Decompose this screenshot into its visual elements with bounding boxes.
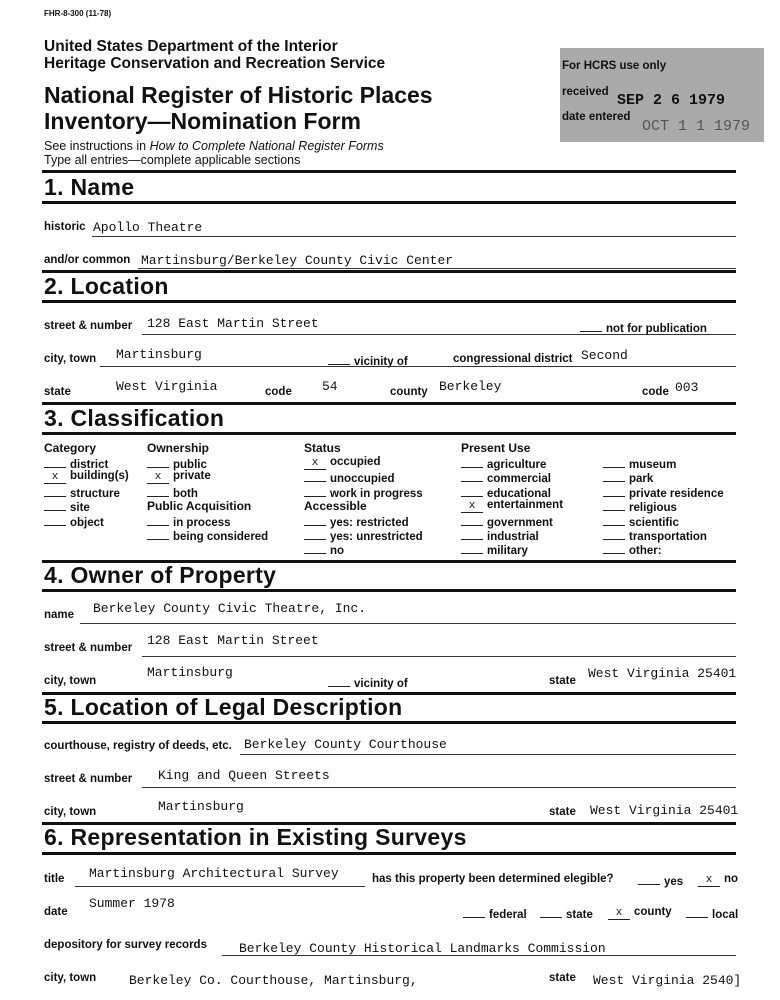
state-label: state bbox=[44, 386, 71, 398]
option-label: unoccupied bbox=[330, 473, 395, 485]
yes-blank bbox=[638, 873, 660, 885]
county-code-label: code bbox=[642, 386, 669, 398]
vicinity-blank bbox=[328, 675, 350, 687]
form-number: FHR-8-300 (11-78) bbox=[44, 9, 112, 18]
eligible-question: has this property been determined elegible? bbox=[372, 873, 614, 885]
county-code-value: 003 bbox=[675, 380, 699, 395]
checkbox-blank bbox=[147, 485, 169, 497]
street-label: street & number bbox=[44, 320, 133, 332]
underline bbox=[75, 886, 365, 887]
date-entered-stamp: OCT 1 1 1979 bbox=[642, 118, 751, 135]
option-label: private residence bbox=[629, 488, 724, 500]
common-value: Martinsburg/Berkeley County Civic Center bbox=[141, 253, 454, 268]
section-rule bbox=[42, 300, 736, 303]
form-title-line-1: National Register of Historic Places bbox=[44, 82, 433, 108]
section-rule bbox=[42, 170, 736, 173]
section-1-heading: 1. Name bbox=[44, 174, 135, 200]
option-label: entertainment bbox=[487, 499, 564, 511]
not-for-publication-option bbox=[580, 320, 707, 335]
option-label: public bbox=[173, 459, 207, 471]
present-use-option bbox=[603, 485, 724, 500]
historic-value: Apollo Theatre bbox=[93, 220, 203, 235]
county-option bbox=[608, 906, 672, 920]
checkbox-blank bbox=[44, 499, 66, 511]
federal-label: federal bbox=[489, 909, 527, 921]
option-label: transportation bbox=[629, 531, 707, 543]
date-entered-label: date entered bbox=[562, 111, 631, 123]
state-blank bbox=[540, 906, 562, 918]
hcrs-use-box bbox=[560, 48, 764, 142]
vicinity-label: vicinity of bbox=[354, 678, 408, 690]
status-option bbox=[304, 456, 380, 470]
survey-city-value: Berkeley Co. Courthouse, Martinsburg, bbox=[129, 973, 418, 988]
section-3-heading: 3. Classification bbox=[44, 405, 225, 431]
section-rule bbox=[42, 852, 736, 855]
present-use-option bbox=[461, 528, 539, 543]
instructions-text: See instructions in bbox=[44, 139, 150, 153]
owner-name-value: Berkeley County Civic Theatre, Inc. bbox=[93, 601, 367, 616]
category-option bbox=[44, 485, 120, 500]
checkbox-blank: x bbox=[461, 501, 483, 513]
underline bbox=[92, 236, 736, 237]
checkbox-blank bbox=[603, 485, 625, 497]
option-label: commercial bbox=[487, 473, 551, 485]
option-label: in process bbox=[173, 517, 231, 529]
checkbox-blank bbox=[304, 542, 326, 554]
county-value: Berkeley bbox=[439, 379, 502, 394]
category-option bbox=[44, 499, 90, 514]
street-value: 128 East Martin Street bbox=[147, 316, 319, 331]
option-label: occupied bbox=[330, 456, 381, 468]
eligible-yes-option bbox=[638, 873, 683, 888]
courthouse-value: Berkeley County Courthouse bbox=[244, 737, 447, 752]
section-rule bbox=[42, 201, 736, 204]
present-use-option bbox=[603, 456, 676, 471]
state-option-label: state bbox=[566, 909, 593, 921]
checkbox-blank bbox=[44, 514, 66, 526]
checkbox-blank bbox=[461, 542, 483, 554]
local-option bbox=[686, 906, 738, 921]
checkbox-blank bbox=[461, 485, 483, 497]
checkbox-blank bbox=[603, 514, 625, 526]
received-stamp: SEP 2 6 1979 bbox=[617, 92, 726, 109]
legal-street-value: King and Queen Streets bbox=[158, 768, 330, 783]
status-heading: Status bbox=[304, 441, 341, 455]
not-for-publication-blank bbox=[580, 320, 602, 332]
section-rule bbox=[42, 432, 736, 435]
code-value: 54 bbox=[322, 379, 338, 394]
owner-state-value: West Virginia 25401 bbox=[588, 666, 737, 681]
status-option bbox=[304, 485, 423, 500]
underline bbox=[142, 656, 736, 657]
congressional-district-label: congressional district bbox=[453, 353, 573, 365]
survey-title-label: title bbox=[44, 873, 65, 885]
status-option bbox=[304, 470, 395, 485]
option-label: educational bbox=[487, 488, 551, 500]
section-6-heading: 6. Representation in Existing Surveys bbox=[44, 824, 467, 850]
common-label: and/or common bbox=[44, 254, 131, 266]
owner-vicinity-option bbox=[328, 675, 408, 690]
option-label: yes: unrestricted bbox=[330, 531, 423, 543]
yes-label: yes bbox=[664, 876, 684, 888]
survey-city-label: city, town bbox=[44, 972, 97, 984]
local-blank bbox=[686, 906, 708, 918]
underline bbox=[138, 268, 736, 269]
county-blank: x bbox=[608, 908, 630, 920]
owner-state-label: state bbox=[549, 675, 576, 687]
present-use-option bbox=[461, 485, 551, 500]
underline bbox=[100, 366, 736, 367]
survey-date-value: Summer 1978 bbox=[89, 896, 175, 911]
present-use-option bbox=[603, 499, 677, 514]
checkbox-blank bbox=[44, 485, 66, 497]
checkbox-blank bbox=[147, 514, 169, 526]
owner-street-value: 128 East Martin Street bbox=[147, 633, 319, 648]
category-option bbox=[44, 514, 104, 529]
section-5-heading: 5. Location of Legal Description bbox=[44, 694, 403, 720]
underline bbox=[222, 955, 736, 956]
vicinity-blank bbox=[328, 353, 350, 365]
acquisition-option bbox=[147, 528, 268, 543]
section-rule bbox=[42, 589, 736, 592]
checkbox-blank bbox=[603, 470, 625, 482]
present-use-option bbox=[461, 499, 563, 513]
public-acquisition-heading: Public Acquisition bbox=[147, 499, 252, 513]
option-label: yes: restricted bbox=[330, 517, 409, 529]
agency-line-1: United States Department of the Interior bbox=[44, 38, 338, 55]
federal-blank bbox=[463, 906, 485, 918]
survey-state-value: West Virginia 2540] bbox=[593, 973, 742, 988]
checkbox-blank bbox=[147, 528, 169, 540]
checkbox-blank bbox=[304, 514, 326, 526]
present-use-option bbox=[461, 542, 528, 557]
checkbox-blank bbox=[461, 528, 483, 540]
acquisition-option bbox=[147, 514, 231, 529]
county-option-label: county bbox=[634, 906, 672, 918]
option-label: structure bbox=[70, 488, 120, 500]
owner-city-label: city, town bbox=[44, 675, 97, 687]
option-label: both bbox=[173, 488, 198, 500]
legal-street-label: street & number bbox=[44, 773, 133, 785]
option-label: military bbox=[487, 545, 528, 557]
state-option bbox=[540, 906, 593, 921]
instructions-book: How to Complete National Register Forms bbox=[149, 139, 384, 153]
owner-city-value: Martinsburg bbox=[147, 665, 233, 680]
checkbox-blank bbox=[304, 470, 326, 482]
county-label: county bbox=[390, 386, 428, 398]
present-use-heading: Present Use bbox=[461, 441, 531, 455]
survey-date-label: date bbox=[44, 906, 68, 918]
checkbox-blank bbox=[461, 456, 483, 468]
checkbox-blank bbox=[461, 470, 483, 482]
present-use-option bbox=[461, 470, 551, 485]
checkbox-blank: x bbox=[304, 458, 326, 470]
historic-label: historic bbox=[44, 221, 86, 233]
option-label: district bbox=[70, 459, 109, 471]
federal-option bbox=[463, 906, 527, 921]
checkbox-blank bbox=[461, 514, 483, 526]
checkbox-blank bbox=[304, 528, 326, 540]
option-label: government bbox=[487, 517, 553, 529]
section-4-heading: 4. Owner of Property bbox=[44, 562, 277, 588]
owner-name-label: name bbox=[44, 609, 75, 621]
checkbox-blank bbox=[44, 456, 66, 468]
instructions-line-1 bbox=[44, 139, 384, 153]
owner-street-label: street & number bbox=[44, 642, 133, 654]
accessible-heading: Accessible bbox=[304, 499, 367, 513]
city-value: Martinsburg bbox=[116, 347, 202, 362]
ownership-heading: Ownership bbox=[147, 441, 210, 455]
option-label: scientific bbox=[629, 517, 679, 529]
present-use-option bbox=[603, 542, 662, 557]
form-title-line-2: Inventory—Nomination Form bbox=[44, 108, 361, 134]
legal-state-label: state bbox=[549, 806, 576, 818]
eligible-no-option bbox=[698, 873, 738, 887]
checkbox-blank bbox=[147, 456, 169, 468]
local-label: local bbox=[712, 909, 739, 921]
underline bbox=[80, 623, 736, 624]
instructions-line-2: Type all entries—complete applicable sections bbox=[44, 153, 301, 167]
underline bbox=[142, 787, 736, 788]
option-label: building(s) bbox=[70, 470, 129, 482]
present-use-option bbox=[461, 514, 553, 529]
checkbox-blank bbox=[603, 456, 625, 468]
section-2-heading: 2. Location bbox=[44, 273, 169, 299]
section-rule bbox=[42, 721, 736, 724]
code-label: code bbox=[265, 386, 292, 398]
present-use-option bbox=[603, 514, 679, 529]
option-label: work in progress bbox=[330, 488, 423, 500]
hcrs-title: For HCRS use only bbox=[562, 60, 667, 72]
checkbox-blank: x bbox=[147, 472, 169, 484]
option-label: object bbox=[70, 517, 104, 529]
option-label: no bbox=[330, 545, 345, 557]
accessible-option bbox=[304, 514, 409, 529]
checkbox-blank: x bbox=[44, 472, 66, 484]
option-label: agriculture bbox=[487, 459, 547, 471]
present-use-option bbox=[461, 456, 546, 471]
depository-value: Berkeley County Historical Landmarks Commission bbox=[239, 941, 606, 956]
legal-city-label: city, town bbox=[44, 806, 97, 818]
received-label: received bbox=[562, 86, 609, 98]
option-label: other: bbox=[629, 545, 662, 557]
underline bbox=[240, 754, 736, 755]
ownership-option bbox=[147, 456, 207, 471]
city-label: city, town bbox=[44, 353, 97, 365]
checkbox-blank bbox=[603, 542, 625, 554]
congressional-district-value: Second bbox=[581, 348, 628, 363]
no-label: no bbox=[724, 873, 739, 885]
checkbox-blank bbox=[603, 528, 625, 540]
option-label: private bbox=[173, 470, 211, 482]
survey-title-value: Martinsburg Architectural Survey bbox=[89, 866, 339, 881]
option-label: religious bbox=[629, 502, 677, 514]
ownership-option bbox=[147, 470, 211, 484]
depository-label: depository for survey records bbox=[44, 939, 207, 951]
legal-city-value: Martinsburg bbox=[158, 799, 244, 814]
checkbox-blank bbox=[603, 499, 625, 511]
state-value: West Virginia bbox=[116, 379, 218, 394]
category-option bbox=[44, 456, 108, 471]
option-label: site bbox=[70, 502, 90, 514]
category-option bbox=[44, 470, 129, 484]
option-label: museum bbox=[629, 459, 677, 471]
agency-line-2: Heritage Conservation and Recreation Service bbox=[44, 55, 386, 72]
accessible-option bbox=[304, 542, 344, 557]
option-label: park bbox=[629, 473, 654, 485]
category-heading: Category bbox=[44, 441, 97, 455]
option-label: industrial bbox=[487, 531, 539, 543]
legal-state-value: West Virginia 25401 bbox=[590, 803, 739, 818]
accessible-option bbox=[304, 528, 423, 543]
ownership-option bbox=[147, 485, 198, 500]
present-use-option bbox=[603, 470, 653, 485]
not-for-publication-label: not for publication bbox=[606, 323, 707, 335]
option-label: being considered bbox=[173, 531, 269, 543]
survey-state-label: state bbox=[549, 972, 576, 984]
vicinity-label: vicinity of bbox=[354, 356, 408, 368]
courthouse-label: courthouse, registry of deeds, etc. bbox=[44, 740, 232, 752]
checkbox-blank bbox=[304, 485, 326, 497]
present-use-option bbox=[603, 528, 707, 543]
no-blank: x bbox=[698, 875, 720, 887]
underline bbox=[142, 334, 736, 335]
